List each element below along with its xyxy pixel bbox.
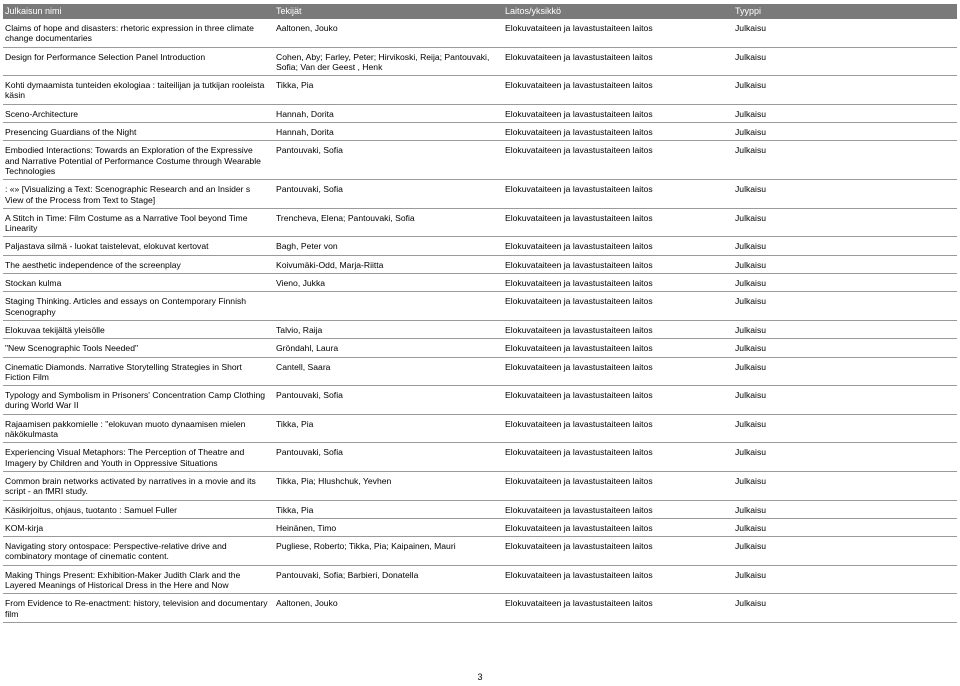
cell-unit: Elokuvataiteen ja lavastustaiteen laitos xyxy=(505,51,653,62)
cell-authors: Aaltonen, Jouko xyxy=(276,598,338,609)
header-type: Tyyppi xyxy=(735,6,762,16)
cell-type: Julkaisu xyxy=(735,23,767,33)
table-row xyxy=(3,358,957,387)
cell-unit: Elokuvataiteen ja lavastustaiteen laitos xyxy=(505,108,653,119)
table-row xyxy=(3,105,957,123)
cell-title: Typology and Symbolism in Prisoners' Concentration Camp Clothing during World War II xyxy=(5,390,266,411)
table-row xyxy=(3,180,957,209)
cell-authors: Trencheva, Elena; Pantouvaki, Sofia xyxy=(276,212,415,223)
cell-authors: Pantouvaki, Sofia xyxy=(276,145,343,156)
cell-type: Julkaisu xyxy=(735,184,767,195)
cell-title: Making Things Present: Exhibition-Maker Judith Clark and the Layered Meanings of Historical Dress in the Here and Now xyxy=(5,569,241,590)
table-row xyxy=(3,321,957,339)
cell-title: Käsikirjoitus, ohjaus, tuotanto : Samuel Fuller xyxy=(5,504,177,515)
cell-title: Paljastava silmä - luokat taistelevat, elokuvat kertovat xyxy=(5,241,209,252)
cell-authors: Heinänen, Timo xyxy=(276,522,337,533)
cell-authors: Tikka, Pia; Hlushchuk, Yevhen xyxy=(276,475,392,486)
table-row xyxy=(3,415,957,444)
cell-title: Kohti dymaamista tunteiden ekologiaa : taiteilijan ja tutkijan rooleista käsin xyxy=(5,80,265,101)
table-row xyxy=(3,519,957,537)
table-row xyxy=(3,537,957,566)
cell-type: Julkaisu xyxy=(735,127,767,138)
cell-unit: Elokuvataiteen ja lavastustaiteen laitos xyxy=(505,361,653,372)
cell-unit: Elokuvataiteen ja lavastustaiteen laitos xyxy=(505,390,653,401)
header-unit: Laitos/yksikkö xyxy=(505,6,562,16)
cell-authors: Bagh, Peter von xyxy=(276,241,338,252)
table-row xyxy=(3,123,957,141)
cell-title: Staging Thinking. Articles and essays on Contemporary Finnish Scenography xyxy=(5,296,247,317)
cell-type: Julkaisu xyxy=(735,324,767,335)
cell-authors: Pantouvaki, Sofia xyxy=(276,447,343,458)
cell-type: Julkaisu xyxy=(735,598,767,609)
cell-type: Julkaisu xyxy=(735,278,767,289)
cell-unit: Elokuvataiteen ja lavastustaiteen laitos xyxy=(505,127,653,138)
cell-type: Julkaisu xyxy=(735,504,767,515)
cell-type: Julkaisu xyxy=(735,569,767,580)
cell-authors: Tikka, Pia xyxy=(276,504,314,515)
cell-unit: Elokuvataiteen ja lavastustaiteen laitos xyxy=(505,522,653,533)
cell-type: Julkaisu xyxy=(735,145,767,156)
cell-type: Julkaisu xyxy=(735,241,767,252)
cell-title: Sceno-Architecture xyxy=(5,108,79,119)
table-row xyxy=(3,274,957,292)
cell-authors: Cohen, Aby; Farley, Peter; Hirvikoski, Reija; Pantouvaki, Sofia; Van der Geest , Henk xyxy=(276,51,490,72)
cell-type: Julkaisu xyxy=(735,447,767,458)
cell-authors: Gröndahl, Laura xyxy=(276,343,339,354)
table-row xyxy=(3,141,957,180)
cell-type: Julkaisu xyxy=(735,418,767,429)
cell-authors: Tikka, Pia xyxy=(276,418,314,429)
cell-type: Julkaisu xyxy=(735,296,767,307)
cell-title: Navigating story ontospace: Perspective-relative drive and combinatory montage of cinematic content. xyxy=(5,541,227,562)
cell-title: From Evidence to Re-enactment: history, television and documentary film xyxy=(5,598,268,619)
cell-type: Julkaisu xyxy=(735,212,767,223)
cell-authors: Vieno, Jukka xyxy=(276,278,326,289)
table-row xyxy=(3,339,957,357)
table-row xyxy=(3,76,957,105)
cell-type: Julkaisu xyxy=(735,541,767,552)
cell-title: "New Scenographic Tools Needed" xyxy=(5,343,139,354)
cell-authors xyxy=(274,296,503,317)
cell-title: : «» [Visualizing a Text: Scenographic Research and an Insider s View of the Process from Text to Stage] xyxy=(5,184,251,205)
cell-unit: Elokuvataiteen ja lavastustaiteen laitos xyxy=(505,145,653,156)
cell-unit: Elokuvataiteen ja lavastustaiteen laitos xyxy=(505,504,653,515)
cell-title: Experiencing Visual Metaphors: The Perception of Theatre and Imagery by Children and Youth in Oppressive Situations xyxy=(5,447,245,468)
cell-type: Julkaisu xyxy=(735,361,767,372)
page-number: 3 xyxy=(477,672,483,682)
cell-authors: Pugliese, Roberto; Tikka, Pia; Kaipainen, Mauri xyxy=(276,541,456,552)
table-row xyxy=(3,256,957,274)
table-row xyxy=(3,292,957,321)
cell-title: Design for Performance Selection Panel Introduction xyxy=(5,51,206,62)
cell-unit: Elokuvataiteen ja lavastustaiteen laitos xyxy=(505,296,653,307)
cell-authors: Pantouvaki, Sofia xyxy=(276,184,343,195)
header-authors: Tekijät xyxy=(276,6,302,16)
table-row xyxy=(3,19,957,48)
cell-unit: Elokuvataiteen ja lavastustaiteen laitos xyxy=(505,343,653,354)
cell-unit: Elokuvataiteen ja lavastustaiteen laitos xyxy=(505,475,653,486)
cell-type: Julkaisu xyxy=(735,259,767,270)
cell-authors: Pantouvaki, Sofia; Barbieri, Donatella xyxy=(276,569,419,580)
cell-authors: Pantouvaki, Sofia xyxy=(276,390,343,401)
cell-unit: Elokuvataiteen ja lavastustaiteen laitos xyxy=(505,23,653,33)
cell-unit: Elokuvataiteen ja lavastustaiteen laitos xyxy=(505,80,653,91)
cell-type: Julkaisu xyxy=(735,108,767,119)
cell-authors: Hannah, Dorita xyxy=(276,108,334,119)
table-row xyxy=(3,501,957,519)
cell-unit: Elokuvataiteen ja lavastustaiteen laitos xyxy=(505,212,653,223)
cell-type: Julkaisu xyxy=(735,390,767,401)
table-row xyxy=(3,443,957,472)
table-row xyxy=(3,209,957,238)
cell-unit: Elokuvataiteen ja lavastustaiteen laitos xyxy=(505,241,653,252)
cell-title: Presencing Guardians of the Night xyxy=(5,127,137,138)
table-header xyxy=(3,4,957,19)
cell-unit: Elokuvataiteen ja lavastustaiteen laitos xyxy=(505,598,653,609)
cell-type: Julkaisu xyxy=(735,475,767,486)
cell-unit: Elokuvataiteen ja lavastustaiteen laitos xyxy=(505,259,653,270)
cell-unit: Elokuvataiteen ja lavastustaiteen laitos xyxy=(505,278,653,289)
cell-authors: Talvio, Raija xyxy=(276,324,323,335)
cell-unit: Elokuvataiteen ja lavastustaiteen laitos xyxy=(505,184,653,195)
table-row xyxy=(3,566,957,595)
cell-title: Embodied Interactions: Towards an Exploration of the Expressive and Narrative Potential of Performance Costume through Wearable Technologies xyxy=(5,145,261,176)
cell-title: Cinematic Diamonds. Narrative Storytelling Strategies in Short Fiction Film xyxy=(5,361,242,382)
cell-unit: Elokuvataiteen ja lavastustaiteen laitos xyxy=(505,541,653,552)
cell-title: The aesthetic independence of the screenplay xyxy=(5,259,181,270)
cell-type: Julkaisu xyxy=(735,522,767,533)
cell-title: Rajaamisen pakkomielle : "elokuvan muoto dynaamisen mielen näkökulmasta xyxy=(5,418,246,440)
cell-unit: Elokuvataiteen ja lavastustaiteen laitos xyxy=(505,569,653,580)
cell-title: Stockan kulma xyxy=(5,278,62,289)
cell-title: Elokuvaa tekijältä yleisölle xyxy=(5,324,105,335)
cell-unit: Elokuvataiteen ja lavastustaiteen laitos xyxy=(505,447,653,458)
cell-type: Julkaisu xyxy=(735,80,767,91)
cell-authors: Hannah, Dorita xyxy=(276,127,334,138)
cell-title: KOM-kirja xyxy=(5,522,44,533)
cell-authors: Tikka, Pia xyxy=(276,80,314,91)
cell-authors: Cantell, Saara xyxy=(276,361,331,372)
table-row xyxy=(3,594,957,623)
cell-title: Claims of hope and disasters: rhetoric expression in three climate change documentaries xyxy=(5,23,254,44)
cell-type: Julkaisu xyxy=(735,343,767,354)
publication-table xyxy=(3,4,957,623)
cell-title: Common brain networks activated by narratives in a movie and its script - an fMRI study. xyxy=(5,475,256,497)
cell-authors: Koivumäki-Odd, Marja-Riitta xyxy=(276,259,384,270)
table-row xyxy=(3,48,957,77)
table-row xyxy=(3,472,957,501)
table-row xyxy=(3,237,957,255)
table-body xyxy=(3,19,957,623)
header-title: Julkaisun nimi xyxy=(5,6,62,16)
cell-unit: Elokuvataiteen ja lavastustaiteen laitos xyxy=(505,418,653,429)
cell-unit: Elokuvataiteen ja lavastustaiteen laitos xyxy=(505,324,653,335)
cell-authors: Aaltonen, Jouko xyxy=(276,23,338,33)
table-row xyxy=(3,386,957,415)
cell-type: Julkaisu xyxy=(735,51,767,62)
cell-title: A Stitch in Time: Film Costume as a Narrative Tool beyond Time Linearity xyxy=(5,212,248,234)
